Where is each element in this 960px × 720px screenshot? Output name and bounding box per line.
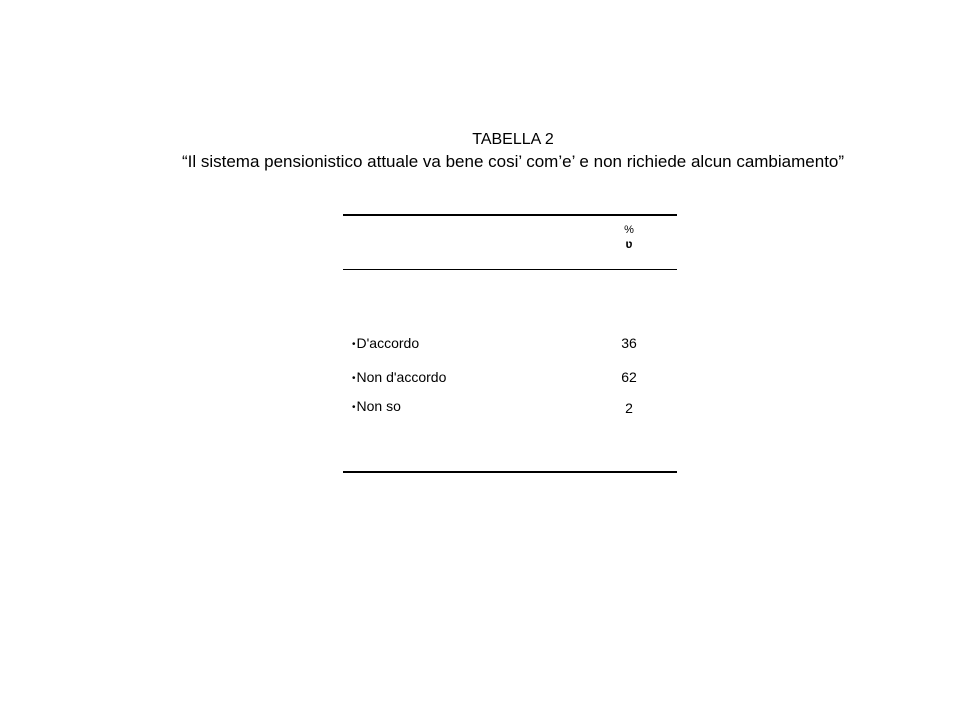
header-rule <box>343 269 677 270</box>
bottom-rule <box>343 471 677 473</box>
header-percent: % <box>624 224 634 236</box>
table-row <box>352 333 672 353</box>
table-subtitle: “Il sistema pensionistico attuale va bene cosi’ com’e’ e non richiede alcun cambiamento” <box>181 152 845 171</box>
table-row <box>352 396 672 416</box>
header-symbol-icon: ʋ <box>625 237 633 251</box>
row-value: 62 <box>621 369 637 385</box>
row-label: •D'accordo <box>352 335 420 351</box>
bullet-icon: • <box>352 373 356 384</box>
bullet-icon: • <box>352 402 356 413</box>
table-title: TABELLA 2 <box>472 131 554 148</box>
row-value: 36 <box>621 335 637 351</box>
row-value: 2 <box>625 400 633 416</box>
bullet-icon: • <box>352 339 356 350</box>
row-label: •Non so <box>352 398 401 414</box>
table-row <box>352 367 672 387</box>
top-rule <box>343 214 677 216</box>
row-label: •Non d'accordo <box>352 369 447 385</box>
